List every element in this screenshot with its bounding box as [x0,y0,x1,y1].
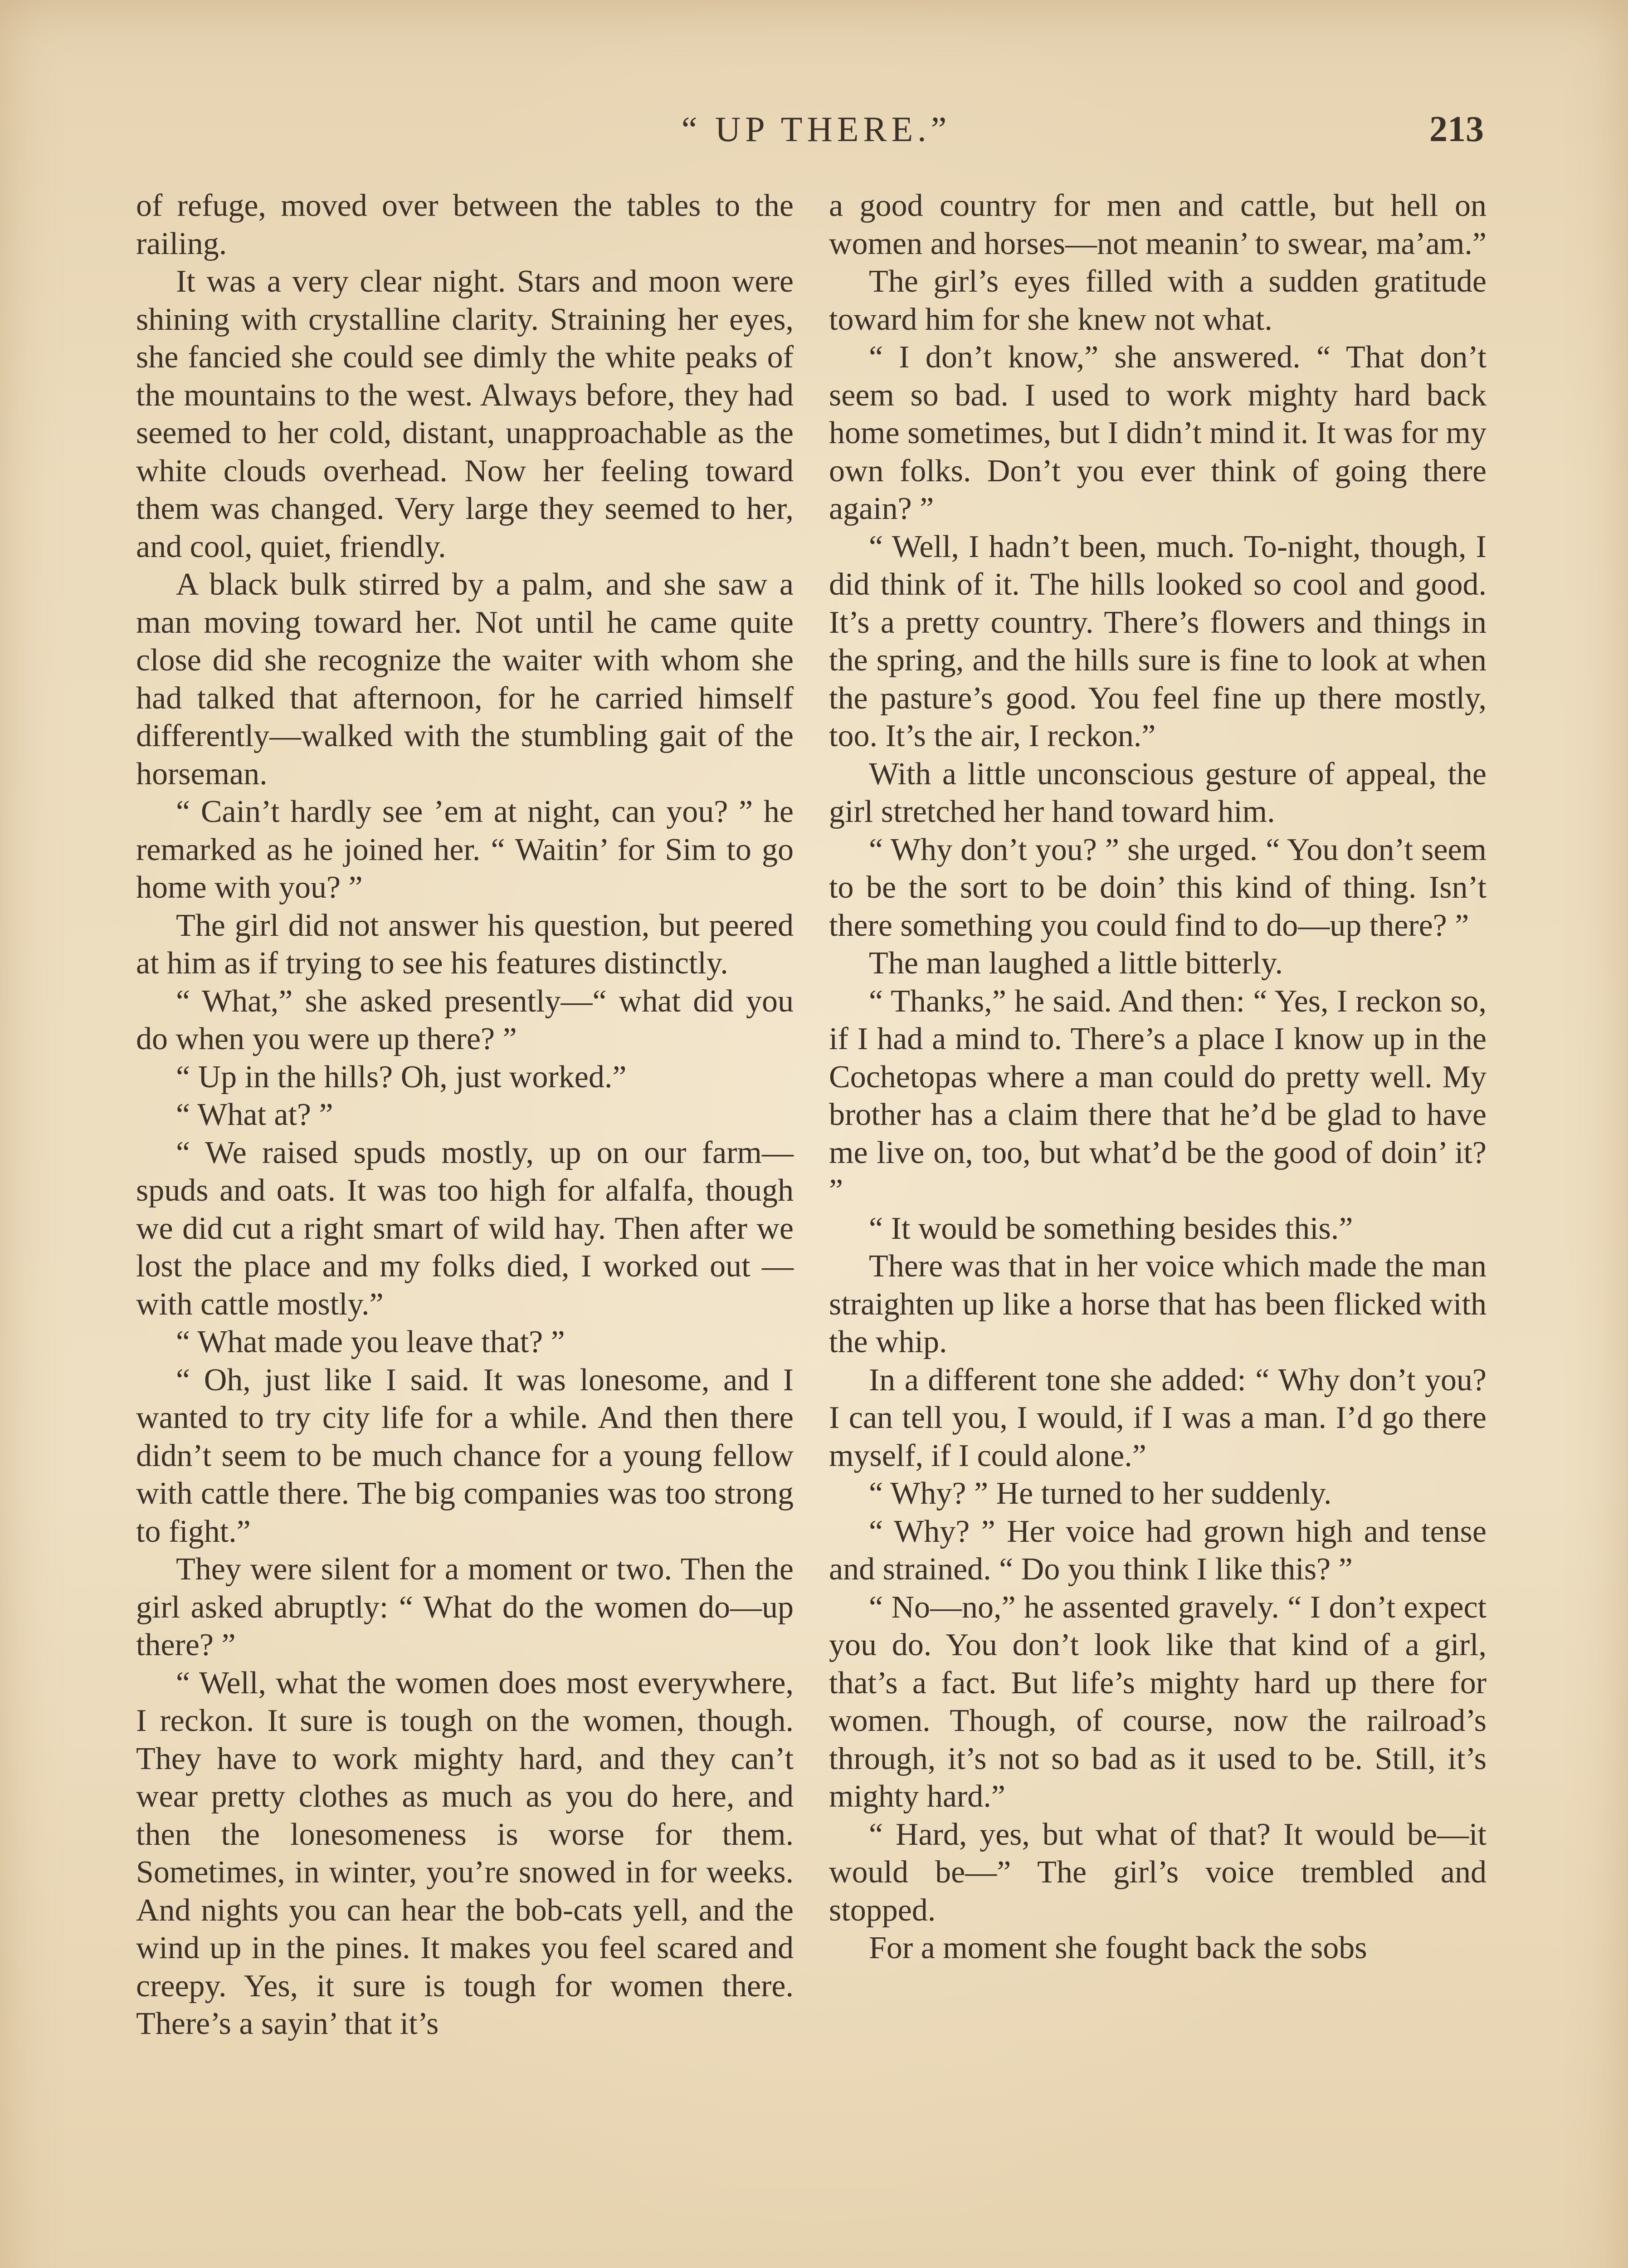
running-head [0,102,1628,156]
paragraph: of refuge, moved over between the tables to the railing. [136,188,794,261]
paragraph: They were silent for a moment or two. Then the girl asked abruptly: “ What do the women do—up there? ” [136,1552,794,1662]
paragraph: It was a very clear night. Stars and moon were shining with crystalline clarity. Straining her eyes, she fancied she could see dimly the white peaks of the mountains to the west. Always before, they had seemed to her cold, distant, unapproachable as the white clouds overhead. Now her feeling toward them was changed. Very large they seemed to her, and cool, quiet, friendly. [136,264,794,564]
paragraph: “ It would be something besides this.” [869,1211,1353,1246]
paragraph: “ We raised spuds mostly, up on our farm—spuds and oats. It was too high for alfalfa, though we did cut a right smart of wild hay. Then after we lost the place and my folks died, I worked out —with cattle mostly.” [136,1135,794,1322]
paragraph: “ Why don’t you? ” she urged. “ You don’t seem to be the sort to be doin’ this kind of thing. Isn’t there something you could find to do—up there? ” [829,832,1487,943]
paragraph: “ What,” she asked presently—“ what did you do when you were up there? ” [136,983,794,1056]
paragraph: There was that in her voice which made the man straighten up like a horse that has been flicked with the whip. [829,1249,1487,1359]
paragraph: “ What at? ” [176,1097,333,1132]
paragraph: In a different tone she added: “ Why don’t you? I can tell you, I would, if I was a man. I’d go there myself, if I could alone.” [829,1362,1487,1473]
paragraph: With a little unconscious gesture of appeal, the girl stretched her hand toward him. [829,756,1487,829]
paragraph: “ Cain’t hardly see ’em at night, can you? ” he remarked as he joined her. “ Waitin’ for Sim to go home with you? ” [136,794,794,905]
paragraph: “ Well, what the women does most everywhere, I reckon. It sure is tough on the women, though. They have to work mighty hard, and they can’t wear pretty clothes as much as you do here, and then the lonesomeness is worse for them. Sometimes, in winter, you’re snowed in for weeks. And nights you can hear the bob-cats yell, and the wind up in the pines. It makes you feel scared and creepy. Yes, it sure is tough for women there. There’s a sayin’ that it’s [136,1665,794,2041]
paragraph: “ Up in the hills? Oh, just worked.” [176,1059,627,1095]
paragraph: “ Why? ” Her voice had grown high and tense and strained. “ Do you think I like this? ” [829,1514,1487,1587]
paragraph: “ What made you leave that? ” [176,1325,565,1359]
paragraph: “ Well, I hadn’t been, much. To-night, though, I did think of it. The hills looked so cool and good. It’s a pretty country. There’s flowers and things in the spring, and the hills sure is fine to look at when the pasture’s good. You feel fine up there mostly, too. It’s the air, I reckon.” [829,529,1487,753]
paragraph: “ No—no,” he assented gravely. “ I don’t expect you do. You don’t look like that kind of a girl, that’s a fact. But life’s mighty hard up there for women. Though, of course, now the railroad’s through, it’s not so bad as it used to be. Still, it’s mighty hard.” [829,1589,1487,1814]
paragraph: For a moment she fought back the sobs [869,1931,1367,1965]
paragraph: “ Oh, just like I said. It was lonesome, and I wanted to try city life for a while. And then there didn’t seem to be much chance for a young fellow with cattle there. The big companies was too strong to fight.” [136,1362,794,1549]
paragraph: “ Hard, yes, but what of that? It would be—it would be—” The girl’s voice trembled and stopped. [829,1817,1487,1928]
running-title: “ UP THERE.” [681,109,951,149]
paragraph: The girl did not answer his question, but peered at him as if trying to see his features distinctly. [136,908,794,981]
paragraph: A black bulk stirred by a palm, and she saw a man moving toward her. Not until he came quite close did she recognize the waiter with whom she had talked that afternoon, for he carried himself differently—walked with the stumbling gait of the horseman. [136,567,794,792]
right-text-column [829,187,1487,1967]
paragraph: a good country for men and cattle, but hell on women and horses—not meanin’ to swear, ma’am.” [829,188,1487,261]
paragraph: “ Why? ” He turned to her suddenly. [869,1476,1332,1511]
left-text-column [136,187,794,2043]
paragraph: “ I don’t know,” she answered. “ That don’t seem so bad. I used to work mighty hard back home sometimes, but I didn’t mind it. It was for my own folks. Don’t you ever think of going there again? ” [829,340,1487,526]
paragraph: “ Thanks,” he said. And then: “ Yes, I reckon so, if I had a mind to. There’s a place I know up in the Cochetopas where a man could do pretty well. My brother has a claim there that he’d be glad to have me live on, too, but what’d be the good of doin’ it? ” [829,983,1487,1208]
paragraph: The man laughed a little bitterly. [869,946,1283,981]
page-number: 213 [1429,109,1484,149]
paragraph: The girl’s eyes filled with a sudden gratitude toward him for she knew not what. [829,264,1487,337]
